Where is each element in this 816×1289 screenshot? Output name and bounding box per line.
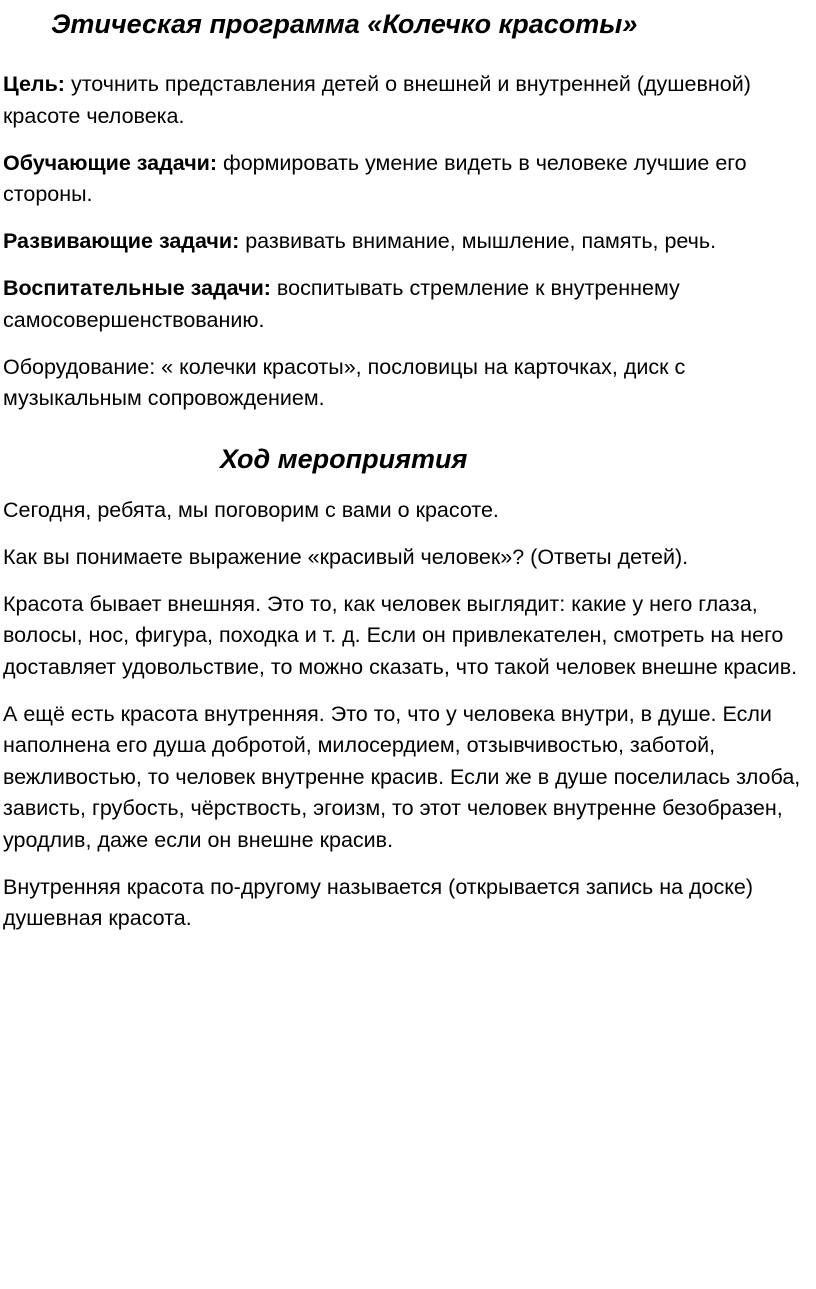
body-paragraph: А ещё есть красота внутренняя. Это то, что у человека внутри, в душе. Если наполнена его душа добротой, милосердием, отзывчивостью, заботой, вежливостью, то человек внутренне красив. Если же в душе поселилась злоба, зависть, грубость, чёрствость, эгоизм, то этот человек внутренне безобразен, уродлив, даже если он внешне красив. xyxy=(3,701,801,852)
body-paragraph: Сегодня, ребята, мы поговорим с вами о красоте. xyxy=(3,497,499,522)
developing-tasks-text: развивать внимание, мышление, память, речь. xyxy=(239,229,717,253)
educational-tasks-paragraph xyxy=(3,273,812,336)
section-heading: Ход мероприятия xyxy=(220,443,468,474)
teaching-tasks-label: Обучающие задачи: xyxy=(3,150,218,175)
document-title: Этическая программа «Колечко красоты» xyxy=(51,9,638,39)
educational-tasks-text: воспитывать стремление к внутреннему самосовершенствованию. xyxy=(3,276,680,332)
goal-text: уточнить представления детей о внешней и внутренней (душевной) красоте человека. xyxy=(3,72,751,128)
teaching-tasks-text: формировать умение видеть в человеке лучшие его стороны. xyxy=(3,150,747,206)
developing-tasks-label: Развивающие задачи: xyxy=(3,229,240,253)
body-paragraph: Красота бывает внешняя. Это то, как человек выглядит: какие у него глаза, волосы, нос, фигура, походка и т. д. Если он привлекателен, смотреть на него доставляет удовольствие, то можно сказать, что такой человек внешне красив. xyxy=(3,591,798,679)
developing-tasks-paragraph xyxy=(3,226,812,258)
equipment-paragraph: Оборудование: « колечки красоты», пословицы на карточках, диск с музыкальным сопровождением. xyxy=(3,354,686,410)
body-paragraph: Как вы понимаете выражение «красивый человек»? (Ответы детей). xyxy=(3,544,689,569)
body-paragraph: Внутренняя красота по-другому называется (открывается запись на доске) душевная красота. xyxy=(3,874,754,930)
educational-tasks-label: Воспитательные задачи: xyxy=(3,276,271,300)
goal-label: Цель: xyxy=(3,72,65,96)
goal-paragraph xyxy=(3,69,812,132)
teaching-tasks-paragraph xyxy=(3,148,812,211)
